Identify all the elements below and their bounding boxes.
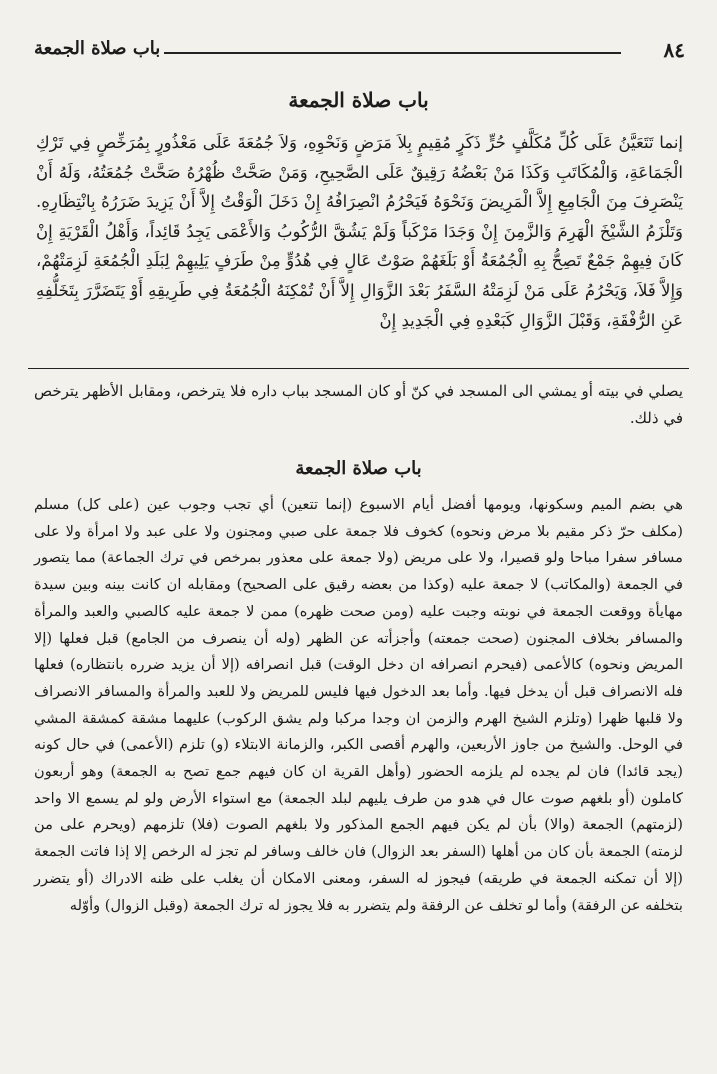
matn-text: إنما تَتَعَيَّنُ عَلَى كُلِّ مُكَلَّفٍ حُرٍّ ذَكَرٍ مُقِيمٍ بِلاَ مَرَضٍ وَنَحْوِهِ، وَلاَ جُمُعَةَ عَلَى مَعْذُورٍ بِمُرَخِّصٍ فِي تَرْكِ الْجَمَاعَةِ، وَالْمُكَاتَبِ وَكَذَا مَنْ بَعْضُهُ رَقِيقٌ عَلَى الصَّحِيحِ، وَمَنْ صَحَّتْ ظُهْرُهُ صَحَّتْ جُمُعَتُهُ، وَلَهُ أَنْ يَنْصَرِفَ مِنَ الْجَامِعِ إِلاَّ الْمَرِيضَ وَنَحْوَهُ فَيَحْرُمُ انْصِرَافُهُ إِنْ دَخَلَ الْوَقْتُ إِلاَّ أَنْ يَزِيدَ ضَرَرُهُ بِانْتِظَارِهِ. وَتَلْزَمُ الشَّيْخَ الْهَرِمَ وَالزَّمِنَ إِنْ وَجَدَا مَرْكَباً وَلَمْ يَشُقَّ الرُّكُوبُ وَالأَعْمَى يَجِدُ قَائِداً، وَأَهْلُ الْقَرْيَةِ إِنْ كَانَ فِيهِمْ جَمْعٌ تَصِحُّ بِهِ الْجُمُعَةُ أَوْ بَلَغَهُمْ صَوْتٌ عَالٍ فِي هُدُوٍّ مِنْ طَرَفٍ يَلِيهِمْ لِبَلَدِ الْجُمُعَةِ لَزِمَتْهُمْ، وَإِلاَّ فَلاَ، وَيَحْرُمُ عَلَى مَنْ لَزِمَتْهُ السَّفَرُ بَعْدَ الزَّوَالِ إِلاَّ أَنْ تُمْكِنَهُ الْجُمُعَةُ فِي طَرِيقِهِ أَوْ يَتَضَرَّرَ بِتَخَلُّفِهِ عَنِ الرُّفْقَةِ، وَقَبْلَ الزَّوَالِ كَبَعْدِهِ فِي الْجَدِيدِ إِنْ <box>36 133 683 330</box>
matn-chapter-title: باب صلاة الجمعة <box>288 88 429 112</box>
commentary-paragraph: هي بضم الميم وسكونها، ويومها أفضل أيام الاسبوع (إنما تتعين) أي تجب وجوب عين (على كل) مسلم (مكلف حرّ ذكر مقيم بلا مرض ونحوه) كخوف فلا جمعة على صبي ومجنون ولا على عبد ولا امرأة ولا على مسافر سفرا مباحا ولو قصيرا، ولا على مريض (ولا جمعة على معذور بمرخص في ترك الجماعة) مما يتصور في الجمعة (والمكاتب) لا جمعة عليه (وكذا من بعضه رقيق على الصحيح) ومقابله ان كانت بينه وبين سيدة مهايأة ووقعت الجمعة في نوبته وجبت عليه (ومن صحت ظهره) ممن لا جمعة عليه كالصبي والعبد والمرأة والمسافر بخلاف المجنون (صحت جمعته) وأجزأته عن الظهر (وله أن ينصرف من الجامع) قبل فعلها (إلا المريض ونحوه) كالأعمى (فيحرم انصرافه ان دخل الوقت) قبل انصرافه (إلا أن يزيد ضرره بانتظاره) فعلها فله الانصراف قبل أن يدخل فيها. وأما بعد الدخول فيها فليس للمريض ولا للعبد والمرأة والمسافر الانصراف ولا قلبها ظهرا (وتلزم الشيخ الهرم والزمن ان وجدا مركبا ولم يشق الركوب) عليهما مشقة كمشقة المشي في الوحل. والشيخ من جاوز الأربعين، والهرم أقصى الكبر، والزمانة الابتلاء (و) تلزم (الأعمى) في حال كونه (يجد قائدا) فان لم يجده لم يلزمه الحضور (وأهل القرية ان كان فيهم جمع تصح به الجمعة) وهو أربعون كاملون (أو بلغهم صوت عال في هدو من طرف يليهم لبلد الجمعة) مع استواء الأرض ولو لم يسمع الا واحد (لزمتهم) الجمعة (والا) بأن لم يكن فيهم الجمع المذكور ولا بلغهم الصوت (فلا) تلزمهم (ويحرم على من لزمته) الجمعة بأن كان من أهلها (السفر بعد الزوال) فان خالف وسافر لم تجز له الرخص إلا إذا فاتت الجمعة (إلا أن تمكنه الجمعة في طريقه) فيجوز له السفر، ومعنى الامكان أن يغلب على ظنه الادراك (أو يتضرر بتخلفه عن الرفقة) وأما لو تخلف عن الرفقة ولم يتضرر به فلا يجوز له ترك الجمعة (وقبل الزوال) وأوّله <box>34 496 683 914</box>
page-header <box>24 30 693 70</box>
commentary-body <box>34 492 683 919</box>
section-divider <box>28 368 689 369</box>
commentary-continuation: يصلي في بيته أو يمشي الى المسجد في كنّ أو كان المسجد بباب داره فلا يترخص، ومقابل الأظهر يترخص في ذلك. <box>34 382 683 427</box>
header-rule <box>164 52 621 54</box>
running-chapter-title: باب صلاة الجمعة <box>34 38 161 59</box>
page-number: ٨٤ <box>663 38 685 62</box>
commentary-chapter-title: باب صلاة الجمعة <box>295 458 422 479</box>
